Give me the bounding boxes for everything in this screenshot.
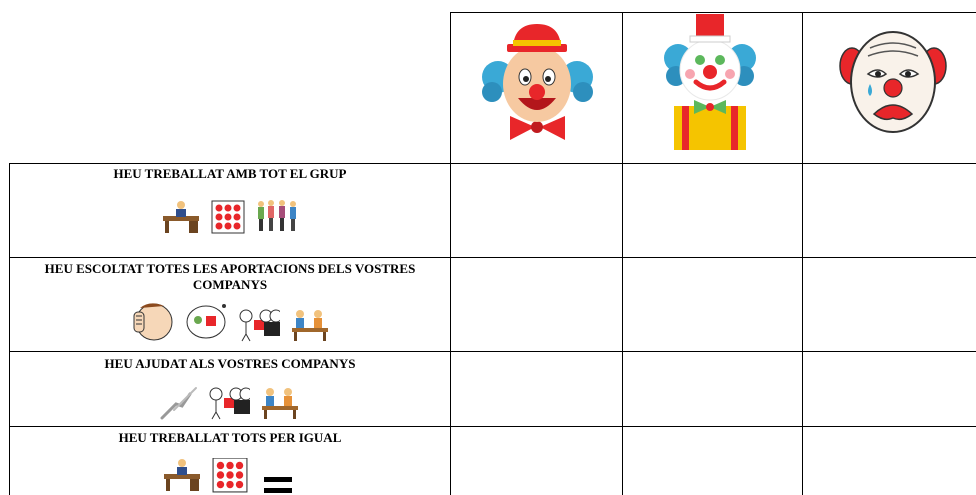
criterion-icons	[10, 384, 450, 420]
criterion-label: HEU TREBALLAT AMB TOT EL GRUP	[113, 166, 347, 181]
rating-cell-r2-neutral[interactable]	[623, 258, 802, 351]
criterion-label: HEU ESCOLTAT TOTES LES APORTACIONS DELS VOSTRES COMPANYS	[44, 261, 416, 292]
criterion-icons	[10, 196, 450, 234]
rating-cell-r4-happy[interactable]	[451, 427, 622, 495]
rating-cell-r2-sad[interactable]	[803, 258, 976, 351]
rating-cell-r3-happy[interactable]	[451, 352, 622, 426]
pair-desk-icon	[260, 386, 300, 420]
sharing-people-icon	[208, 386, 250, 420]
red-dots-icon	[211, 200, 245, 234]
red-dots-icon	[212, 458, 248, 495]
listening-ear-icon	[130, 298, 174, 342]
criterion-label: HEU TREBALLAT TOTS PER IGUAL	[118, 430, 342, 445]
rating-cell-r3-sad[interactable]	[803, 352, 976, 426]
neutral-clown-icon	[660, 14, 760, 155]
helping-hands-icon	[160, 386, 198, 420]
desk-person-icon	[162, 458, 202, 495]
sad-clown-icon	[838, 26, 948, 143]
rating-cell-r4-neutral[interactable]	[623, 427, 802, 495]
rating-cell-r3-neutral[interactable]	[623, 352, 802, 426]
happy-clown-icon	[480, 22, 595, 155]
pair-desk-icon	[290, 308, 330, 342]
group-people-icon	[255, 198, 299, 234]
rating-cell-r2-happy[interactable]	[451, 258, 622, 351]
criterion-icons	[10, 298, 450, 342]
rating-cell-r1-happy[interactable]	[451, 164, 622, 257]
rating-cell-r1-neutral[interactable]	[623, 164, 802, 257]
grid-top-border	[450, 12, 976, 13]
criterion-icons	[10, 458, 450, 495]
criterion-label: HEU AJUDAT ALS VOSTRES COMPANYS	[104, 356, 356, 371]
idea-bubble-icon	[184, 302, 228, 342]
rating-cell-r4-sad[interactable]	[803, 427, 976, 495]
sharing-people-icon	[238, 308, 280, 342]
desk-person-icon	[161, 200, 201, 234]
equals-icon	[258, 458, 298, 495]
rating-cell-r1-sad[interactable]	[803, 164, 976, 257]
